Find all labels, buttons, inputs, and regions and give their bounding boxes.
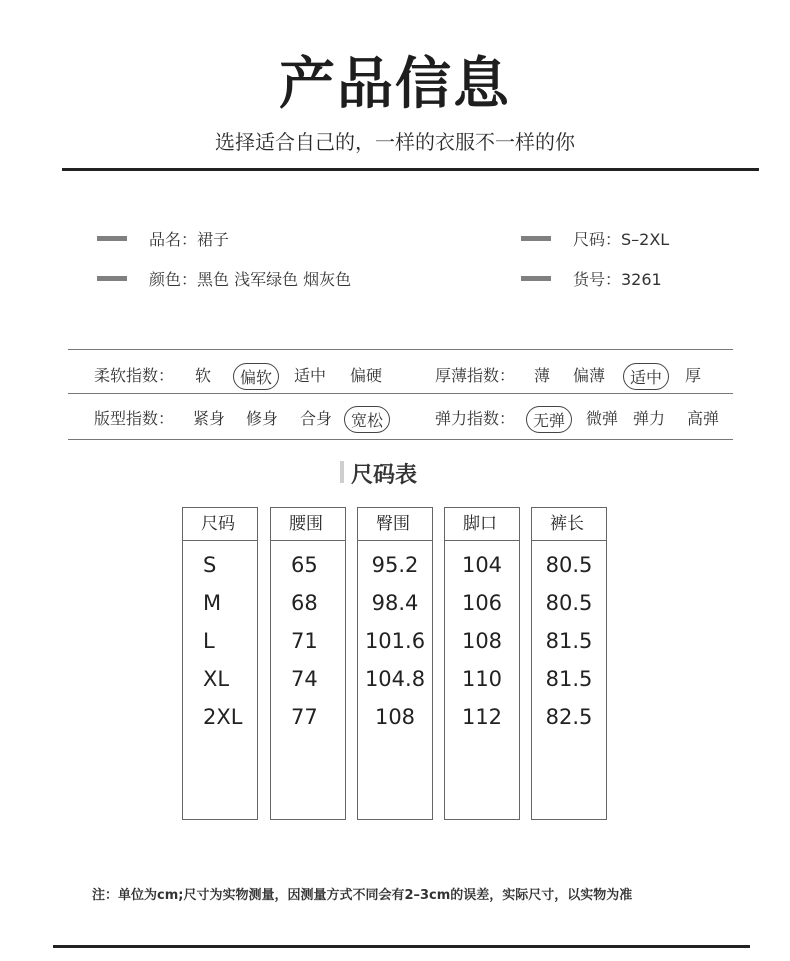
table-cell: 2XL <box>203 705 243 729</box>
fit-option: 修身 <box>246 409 279 428</box>
softness-option: 偏硬 <box>350 366 383 385</box>
dash-marker <box>97 276 127 281</box>
info-size-range-text: 尺码：S–2XL <box>573 230 670 249</box>
thickness-option: 偏薄 <box>573 366 606 385</box>
thickness-option: 厚 <box>685 366 702 385</box>
size-chart-title: 尺码表 <box>351 463 418 488</box>
waist-column-header: 腰围 <box>271 508 345 541</box>
info-name-text: 品名：裙子 <box>149 230 230 249</box>
elasticity-option: 高弹 <box>687 409 720 428</box>
table-cell: 74 <box>291 667 318 691</box>
length-column-header: 裤长 <box>532 508 606 541</box>
table-cell: 104 <box>461 553 503 577</box>
table-cell: 82.5 <box>545 705 593 729</box>
table-cell: 65 <box>291 553 318 577</box>
table-cell: M <box>203 591 222 615</box>
table-cell: 112 <box>461 705 503 729</box>
table-cell: 81.5 <box>545 629 593 653</box>
elasticity-label: 弹力指数： <box>435 409 516 428</box>
thickness-option: 薄 <box>534 366 551 385</box>
table-cell: L <box>203 629 215 653</box>
index-row-2 <box>0 406 790 430</box>
table-cell: 98.4 <box>371 591 419 615</box>
elasticity-option-selected: 无弹 <box>526 406 572 433</box>
fit-option: 合身 <box>300 409 333 428</box>
table-cell: 80.5 <box>545 553 593 577</box>
softness-label: 柔软指数： <box>94 366 175 385</box>
hem-column <box>444 507 520 820</box>
info-color <box>97 267 351 290</box>
info-name <box>97 227 229 250</box>
table-cell: 81.5 <box>545 667 593 691</box>
elasticity-option: 弹力 <box>633 409 666 428</box>
waist-column <box>270 507 346 820</box>
dash-marker <box>521 236 551 241</box>
softness-option: 适中 <box>294 366 327 385</box>
thickness-option-selected: 适中 <box>623 363 669 390</box>
info-size-range <box>521 227 669 250</box>
fit-label: 版型指数： <box>94 409 175 428</box>
softness-option: 软 <box>195 366 212 385</box>
size-column <box>182 507 258 820</box>
page-title: 产品信息 <box>279 52 511 117</box>
index-divider-middle <box>68 393 733 394</box>
fit-option-selected: 宽松 <box>344 406 390 433</box>
bottom-divider <box>53 945 750 948</box>
table-cell: XL <box>203 667 230 691</box>
size-column-header: 尺码 <box>183 508 257 541</box>
table-cell: 106 <box>461 591 503 615</box>
fit-option: 紧身 <box>193 409 226 428</box>
index-divider-bottom <box>68 439 733 440</box>
table-cell: 108 <box>461 629 503 653</box>
table-cell: 80.5 <box>545 591 593 615</box>
info-item-no-text: 货号：3261 <box>573 270 662 289</box>
table-cell: 71 <box>291 629 318 653</box>
hip-column <box>357 507 433 820</box>
softness-option-selected: 偏软 <box>233 363 279 390</box>
table-cell: 77 <box>291 705 318 729</box>
table-cell: 108 <box>374 705 416 729</box>
hip-column-header: 臀围 <box>358 508 432 541</box>
elasticity-option: 微弹 <box>586 409 619 428</box>
table-cell: S <box>203 553 217 577</box>
table-cell: 110 <box>461 667 503 691</box>
page-subtitle: 选择适合自己的，一样的衣服不一样的你 <box>215 130 575 154</box>
top-divider <box>62 168 759 171</box>
table-cell: 104.8 <box>364 667 426 691</box>
index-row-1 <box>0 363 790 387</box>
measurement-note: 注：单位为cm;尺寸为实物测量，因测量方式不同会有2–3cm的误差，实际尺寸，以实物为准 <box>92 888 633 903</box>
info-item-no <box>521 267 662 290</box>
dash-marker <box>521 276 551 281</box>
table-cell: 95.2 <box>371 553 419 577</box>
table-cell: 68 <box>291 591 318 615</box>
index-divider-top <box>68 349 733 350</box>
info-color-text: 颜色：黑色 浅军绿色 烟灰色 <box>149 270 352 289</box>
dash-marker <box>97 236 127 241</box>
hem-column-header: 脚口 <box>445 508 519 541</box>
thickness-label: 厚薄指数： <box>435 366 516 385</box>
size-chart-title-bar <box>340 461 344 483</box>
table-cell: 101.6 <box>364 629 426 653</box>
length-column <box>531 507 607 820</box>
